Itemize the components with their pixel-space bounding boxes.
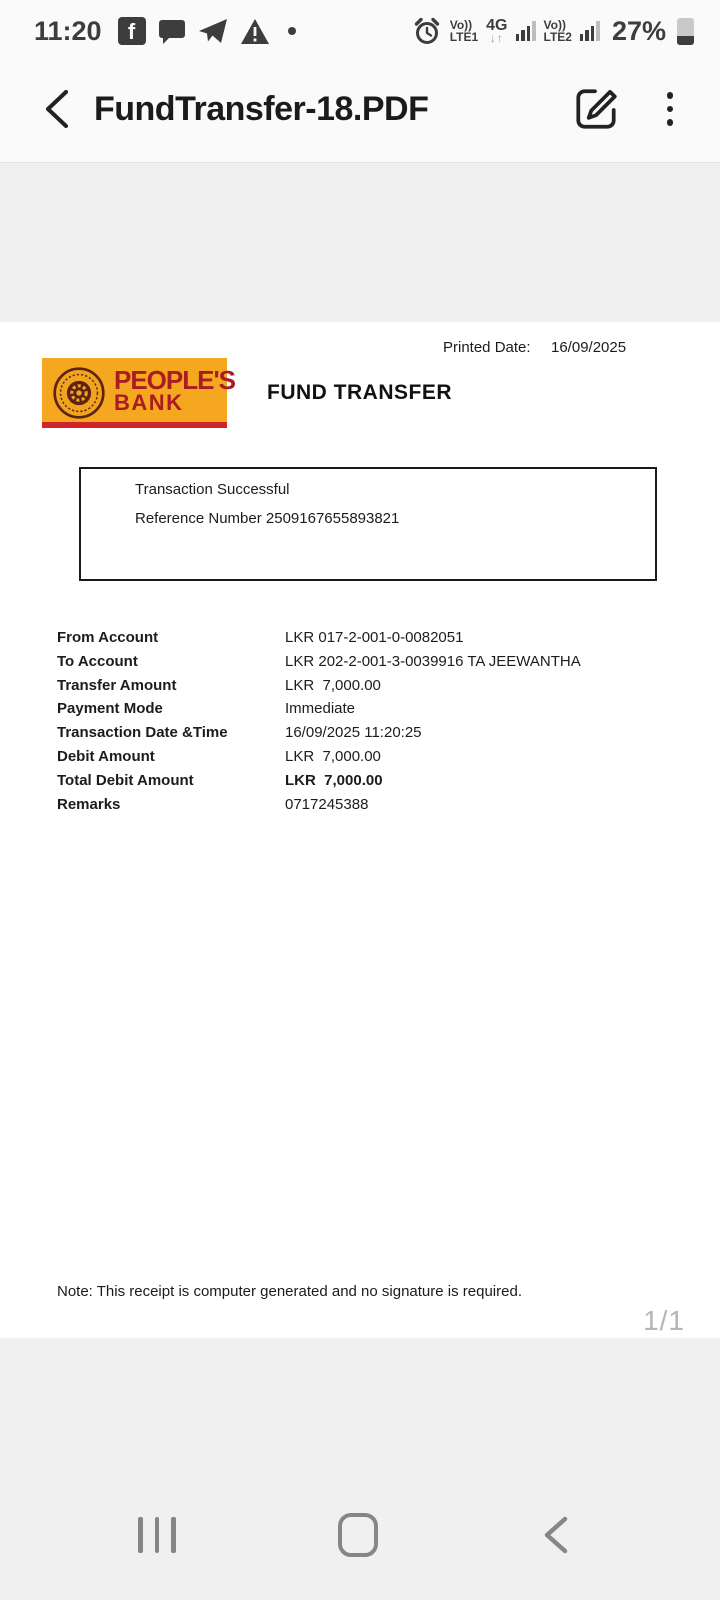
- detail-row: [57, 723, 690, 747]
- notification-dot: [288, 27, 296, 35]
- facebook-icon: f: [118, 17, 146, 45]
- battery-percentage: 27%: [611, 15, 666, 46]
- signal-bars-sim1: [516, 21, 536, 41]
- page-title: FundTransfer-18.PDF: [94, 89, 429, 128]
- detail-label: Debit Amount: [57, 747, 155, 765]
- detail-value: LKR 202-2-001-3-0039916 TA JEEWANTHA: [285, 652, 581, 670]
- recents-icon[interactable]: [138, 1517, 176, 1553]
- transaction-status-box: [79, 467, 657, 581]
- detail-value: Immediate: [285, 700, 356, 718]
- alarm-clock-icon: [412, 16, 442, 46]
- signal-bars-sim2: [580, 21, 600, 41]
- detail-row: [57, 652, 690, 676]
- footer-note: Note: This receipt is computer generated and no signature is required.: [57, 1283, 522, 1300]
- detail-label: To Account: [57, 652, 138, 670]
- details-table: [57, 628, 690, 818]
- detail-label: Total Debit Amount: [57, 771, 194, 789]
- detail-label: Payment Mode: [57, 700, 163, 718]
- detail-row: [57, 628, 690, 652]
- printed-date-row: [443, 339, 627, 356]
- bank-name: PEOPLE'S BANK: [114, 365, 235, 415]
- peoples-bank-logo: [42, 358, 235, 428]
- status-bar: [0, 0, 720, 56]
- detail-row: [57, 771, 690, 795]
- more-options-icon[interactable]: [650, 83, 690, 135]
- sim1-volte-label: Vo)) LTE1: [449, 18, 479, 44]
- detail-label: Remarks: [57, 795, 121, 813]
- notification-icons: [118, 17, 296, 45]
- detail-label: From Account: [57, 629, 159, 646]
- document-title: FUND TRANSFER: [267, 381, 452, 404]
- navigation-bar: [0, 1440, 720, 1600]
- detail-row: [57, 747, 690, 771]
- home-icon[interactable]: [338, 1513, 378, 1557]
- detail-value: LKR 7,000.00: [285, 676, 381, 694]
- detail-row: [57, 676, 690, 700]
- back-icon[interactable]: [540, 1513, 570, 1557]
- bank-header-row: [42, 358, 452, 428]
- mobile-data-4g: 4G ↓↑: [486, 16, 508, 45]
- clock-time: 11:20: [34, 15, 102, 46]
- detail-label: Transaction Date &Time: [57, 724, 228, 742]
- bank-seal-icon: [52, 366, 106, 420]
- printed-date-value: 16/09/2025: [551, 339, 627, 356]
- app-header: [0, 56, 720, 163]
- detail-value: 16/09/2025 11:20:25: [285, 724, 422, 742]
- chat-bubble-icon: [158, 17, 186, 45]
- detail-value: LKR 7,000.00: [285, 747, 381, 765]
- pdf-viewer[interactable]: [0, 163, 720, 1600]
- detail-row: [57, 699, 690, 723]
- system-status-icons: [412, 16, 694, 47]
- page-indicator: 1/1: [643, 1305, 685, 1336]
- detail-value: LKR 017-2-001-0-0082051: [285, 629, 464, 646]
- pdf-page: [0, 322, 720, 1338]
- battery-icon: [677, 18, 694, 45]
- sim2-volte-label: Vo)) LTE2: [543, 18, 572, 44]
- reference-number-text: Reference Number 2509167655893821: [135, 510, 400, 527]
- edit-pencil-icon[interactable]: [570, 83, 622, 135]
- transaction-status-text: Transaction Successful: [135, 481, 290, 498]
- detail-row: [57, 795, 690, 819]
- warning-icon: [240, 18, 270, 45]
- detail-value: LKR 7,000.00: [285, 771, 383, 789]
- detail-value: 0717245388: [285, 795, 369, 813]
- back-chevron-icon[interactable]: [40, 82, 86, 136]
- telegram-icon: [198, 17, 228, 45]
- printed-date-label: Printed Date:: [443, 339, 531, 356]
- detail-label: Transfer Amount: [57, 676, 177, 694]
